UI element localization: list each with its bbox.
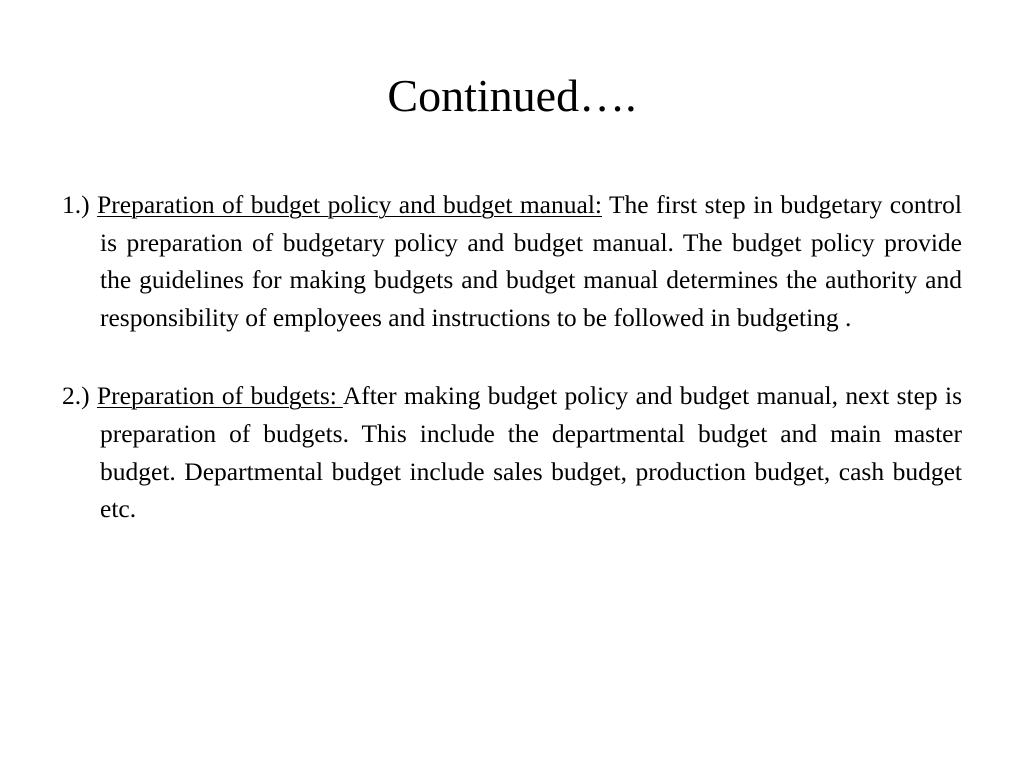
item-body: After making budget policy and budget manual, next step is preparation of budgets. This include the departmental budget and main master budget. Departmental budget include sales budget, production budget, cash budget etc. (100, 381, 962, 524)
slide-title: Continued…. (387, 70, 637, 121)
bullet-list (62, 186, 962, 528)
list-item (62, 377, 962, 527)
item-number: 1.) (62, 190, 90, 219)
item-heading: Preparation of budgets: (96, 381, 343, 411)
item-body: The first step in budgetary control is preparation of budgetary policy and budget manual. The budget policy provide the guidelines for making budgets and budget manual determines the authority and responsibility of employees and instructions to be followed in budgeting . (100, 190, 963, 332)
item-number: 2.) (62, 381, 90, 411)
item-heading: Preparation of budget policy and budget manual: (97, 190, 602, 219)
list-item (62, 186, 962, 336)
